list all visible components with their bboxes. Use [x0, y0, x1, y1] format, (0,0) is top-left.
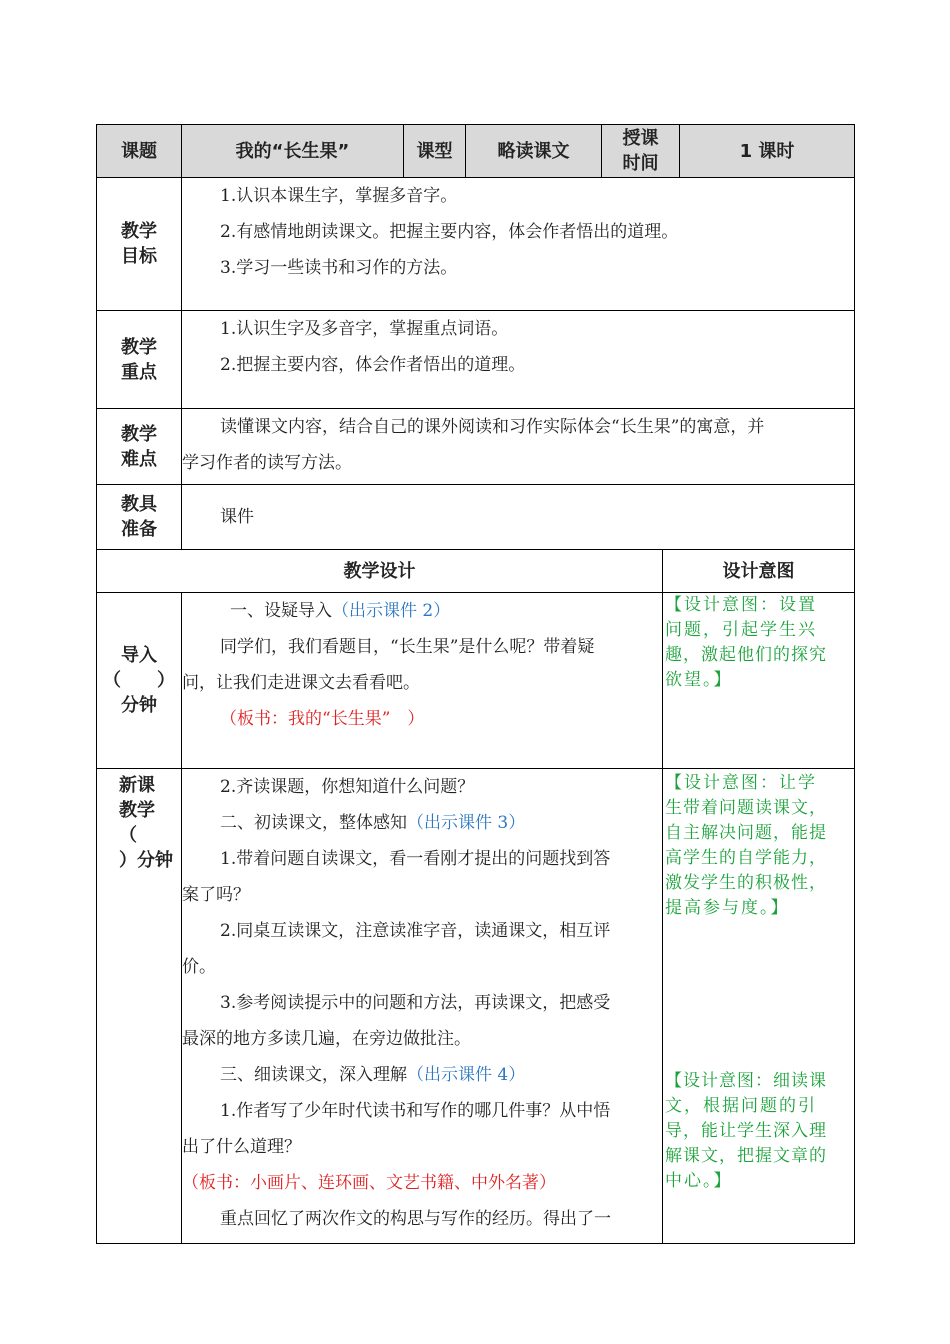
- tools-label-cell: [96, 484, 182, 550]
- objective-item-2: 2.有感情地朗读课文。把握主要内容，体会作者悟出的道理。: [220, 222, 679, 242]
- key-points-label-line2: 重点: [121, 361, 157, 383]
- intent1-line-3: 自主解决问题，能提: [665, 823, 827, 843]
- new-lesson-board: （板书：小画片、连环画、文艺书籍、中外名著）: [182, 1173, 556, 1193]
- new-lesson-line-c2: 价。: [182, 957, 216, 977]
- new-lesson-content-cell: [181, 768, 663, 1244]
- difficulties-label-line2: 难点: [121, 448, 157, 470]
- new-lesson-label-line3: （: [119, 825, 137, 846]
- difficulties-line-1: 读懂课文内容，结合自己的课外阅读和习作实际体会“长生果”的寓意，并: [220, 417, 765, 437]
- intent1-line-5: 激发学生的积极性，: [665, 873, 827, 893]
- new-lesson-intent-2: [665, 1069, 854, 1194]
- new-lesson-line-c1: 2.同桌互读课文，注意读准字音，读通课文，相互评: [220, 921, 611, 941]
- objectives-label-line1: 教学: [121, 221, 157, 242]
- type-label: 课型: [416, 140, 453, 162]
- new-lesson-line-d2: 最深的地方多读几遍，在旁边做批注。: [182, 1029, 471, 1049]
- objectives-label-cell: [96, 177, 182, 311]
- type-value: 略读课文: [497, 140, 570, 162]
- intent2-line-4: 解课文，把握文章的: [665, 1146, 827, 1166]
- design-intent-header: [662, 549, 855, 593]
- new-lesson-label-line1: 新课: [119, 775, 155, 796]
- intent2-line-3: 导，能让学生深入理: [665, 1121, 827, 1141]
- lesson-label-cell: [96, 124, 182, 178]
- new-lesson-intent-1: [665, 771, 854, 921]
- key-point-item-2: 2.把握主要内容，体会作者悟出的道理。: [220, 355, 526, 375]
- intro-intent-cell: [662, 592, 855, 769]
- intent1-line-2: 生带着问题读课文，: [665, 798, 827, 818]
- key-points-label-line1: 教学: [121, 336, 157, 358]
- difficulties-content-cell: [181, 408, 855, 485]
- tools-label-line2: 准备: [121, 519, 157, 540]
- intro-line-2: 问，让我们走进课文去看看吧。: [182, 673, 420, 693]
- lesson-plan-table: [96, 124, 855, 1244]
- intro-intent-line-3: 趣，激起他们的探究: [665, 645, 827, 665]
- difficulties-line-2: 学习作者的读写方法。: [182, 453, 352, 473]
- intro-courseware: （出示课件 2）: [332, 601, 451, 621]
- new-lesson-line-b2: 案了吗？: [182, 885, 250, 905]
- new-lesson-line-f: 重点回忆了两次作文的构思与写作的经历。得出了一: [220, 1209, 611, 1229]
- objectives-content-cell: [181, 177, 855, 311]
- design-intent-title: 设计意图: [722, 560, 795, 582]
- key-points-content-cell: [181, 310, 855, 409]
- difficulties-label-line1: 教学: [121, 423, 157, 445]
- intro-label-line1: 导入: [121, 645, 157, 666]
- step2-courseware: （出示课件 3）: [407, 813, 526, 833]
- intro-intent-line-1: 【设计意图：设置: [665, 595, 817, 615]
- key-point-item-1: 1.认识生字及多音字，掌握重点词语。: [220, 319, 509, 339]
- intent1-line-4: 高学生的自学能力，: [665, 848, 827, 868]
- new-lesson-label-line2: 教学: [119, 800, 155, 821]
- intro-line-1: 同学们，我们看题目，“长生果”是什么呢？带着疑: [220, 637, 595, 657]
- intro-intent-line-4: 欲望。】: [665, 670, 733, 690]
- intro-label-line2: （ ）: [103, 670, 175, 691]
- lesson-label: 课题: [121, 140, 157, 162]
- intro-board: （板书：我的“长生果” ）: [220, 709, 425, 729]
- lesson-title-cell: [181, 124, 404, 178]
- objective-item-3: 3.学习一些读书和习作的方法。: [220, 258, 458, 278]
- tools-content-cell: [181, 484, 855, 550]
- intro-step-title: 一、设疑导入: [230, 601, 332, 621]
- new-lesson-line-e1: 1.作者写了少年时代读书和写作的哪几件事？从中悟: [220, 1101, 611, 1121]
- intro-label-cell: [96, 592, 182, 769]
- step3-courseware: （出示课件 4）: [407, 1065, 526, 1085]
- intro-content-cell: [181, 592, 663, 769]
- objective-item-1: 1.认识本课生字，掌握多音字。: [220, 186, 458, 206]
- new-lesson-label-line4: ）分钟: [119, 850, 173, 871]
- time-label-line2: 时间: [622, 153, 659, 174]
- intent1-line-1: 【设计意图：让学: [665, 773, 817, 793]
- new-lesson-intent-cell: [662, 768, 855, 1244]
- intent2-line-1: 【设计意图：细读课: [665, 1071, 827, 1091]
- step3-line: [182, 1057, 662, 1093]
- intro-intent-line-2: 问题，引起学生兴: [665, 620, 817, 640]
- intent1-line-6: 提高参与度。】: [665, 898, 790, 918]
- type-label-cell: [403, 124, 466, 178]
- new-lesson-line-e2: 出了什么道理？: [182, 1137, 301, 1157]
- type-value-cell: [465, 124, 602, 178]
- new-lesson-line-a: 2.齐读课题，你想知道什么问题？: [220, 777, 475, 797]
- step2-line: [182, 805, 662, 841]
- intent2-line-5: 中心。】: [665, 1171, 733, 1191]
- new-lesson-label-cell: [96, 768, 182, 1244]
- time-value-cell: [679, 124, 855, 178]
- teaching-design-header: [96, 549, 663, 593]
- new-lesson-line-d1: 3.参考阅读提示中的问题和方法，再读课文，把感受: [220, 993, 611, 1013]
- teaching-design-title: 教学设计: [343, 560, 416, 582]
- step2-title: 二、初读课文，整体感知: [220, 813, 407, 833]
- time-value: 1 课时: [739, 140, 795, 162]
- intent2-line-2: 文，根据问题的引: [665, 1096, 817, 1116]
- key-points-label-cell: [96, 310, 182, 409]
- time-label-line1: 授课: [622, 128, 659, 149]
- lesson-title: 我的“长生果”: [235, 140, 350, 162]
- objectives-label-line2: 目标: [121, 246, 157, 267]
- intro-step-line: [182, 593, 662, 629]
- intro-label-line3: 分钟: [121, 695, 157, 716]
- tools-label-line1: 教具: [121, 494, 157, 515]
- step3-title: 三、细读课文，深入理解: [220, 1065, 407, 1085]
- time-label-cell: [601, 124, 680, 178]
- tools-value: 课件: [220, 507, 254, 527]
- new-lesson-line-b1: 1.带着问题自读课文，看一看刚才提出的问题找到答: [220, 849, 611, 869]
- difficulties-label-cell: [96, 408, 182, 485]
